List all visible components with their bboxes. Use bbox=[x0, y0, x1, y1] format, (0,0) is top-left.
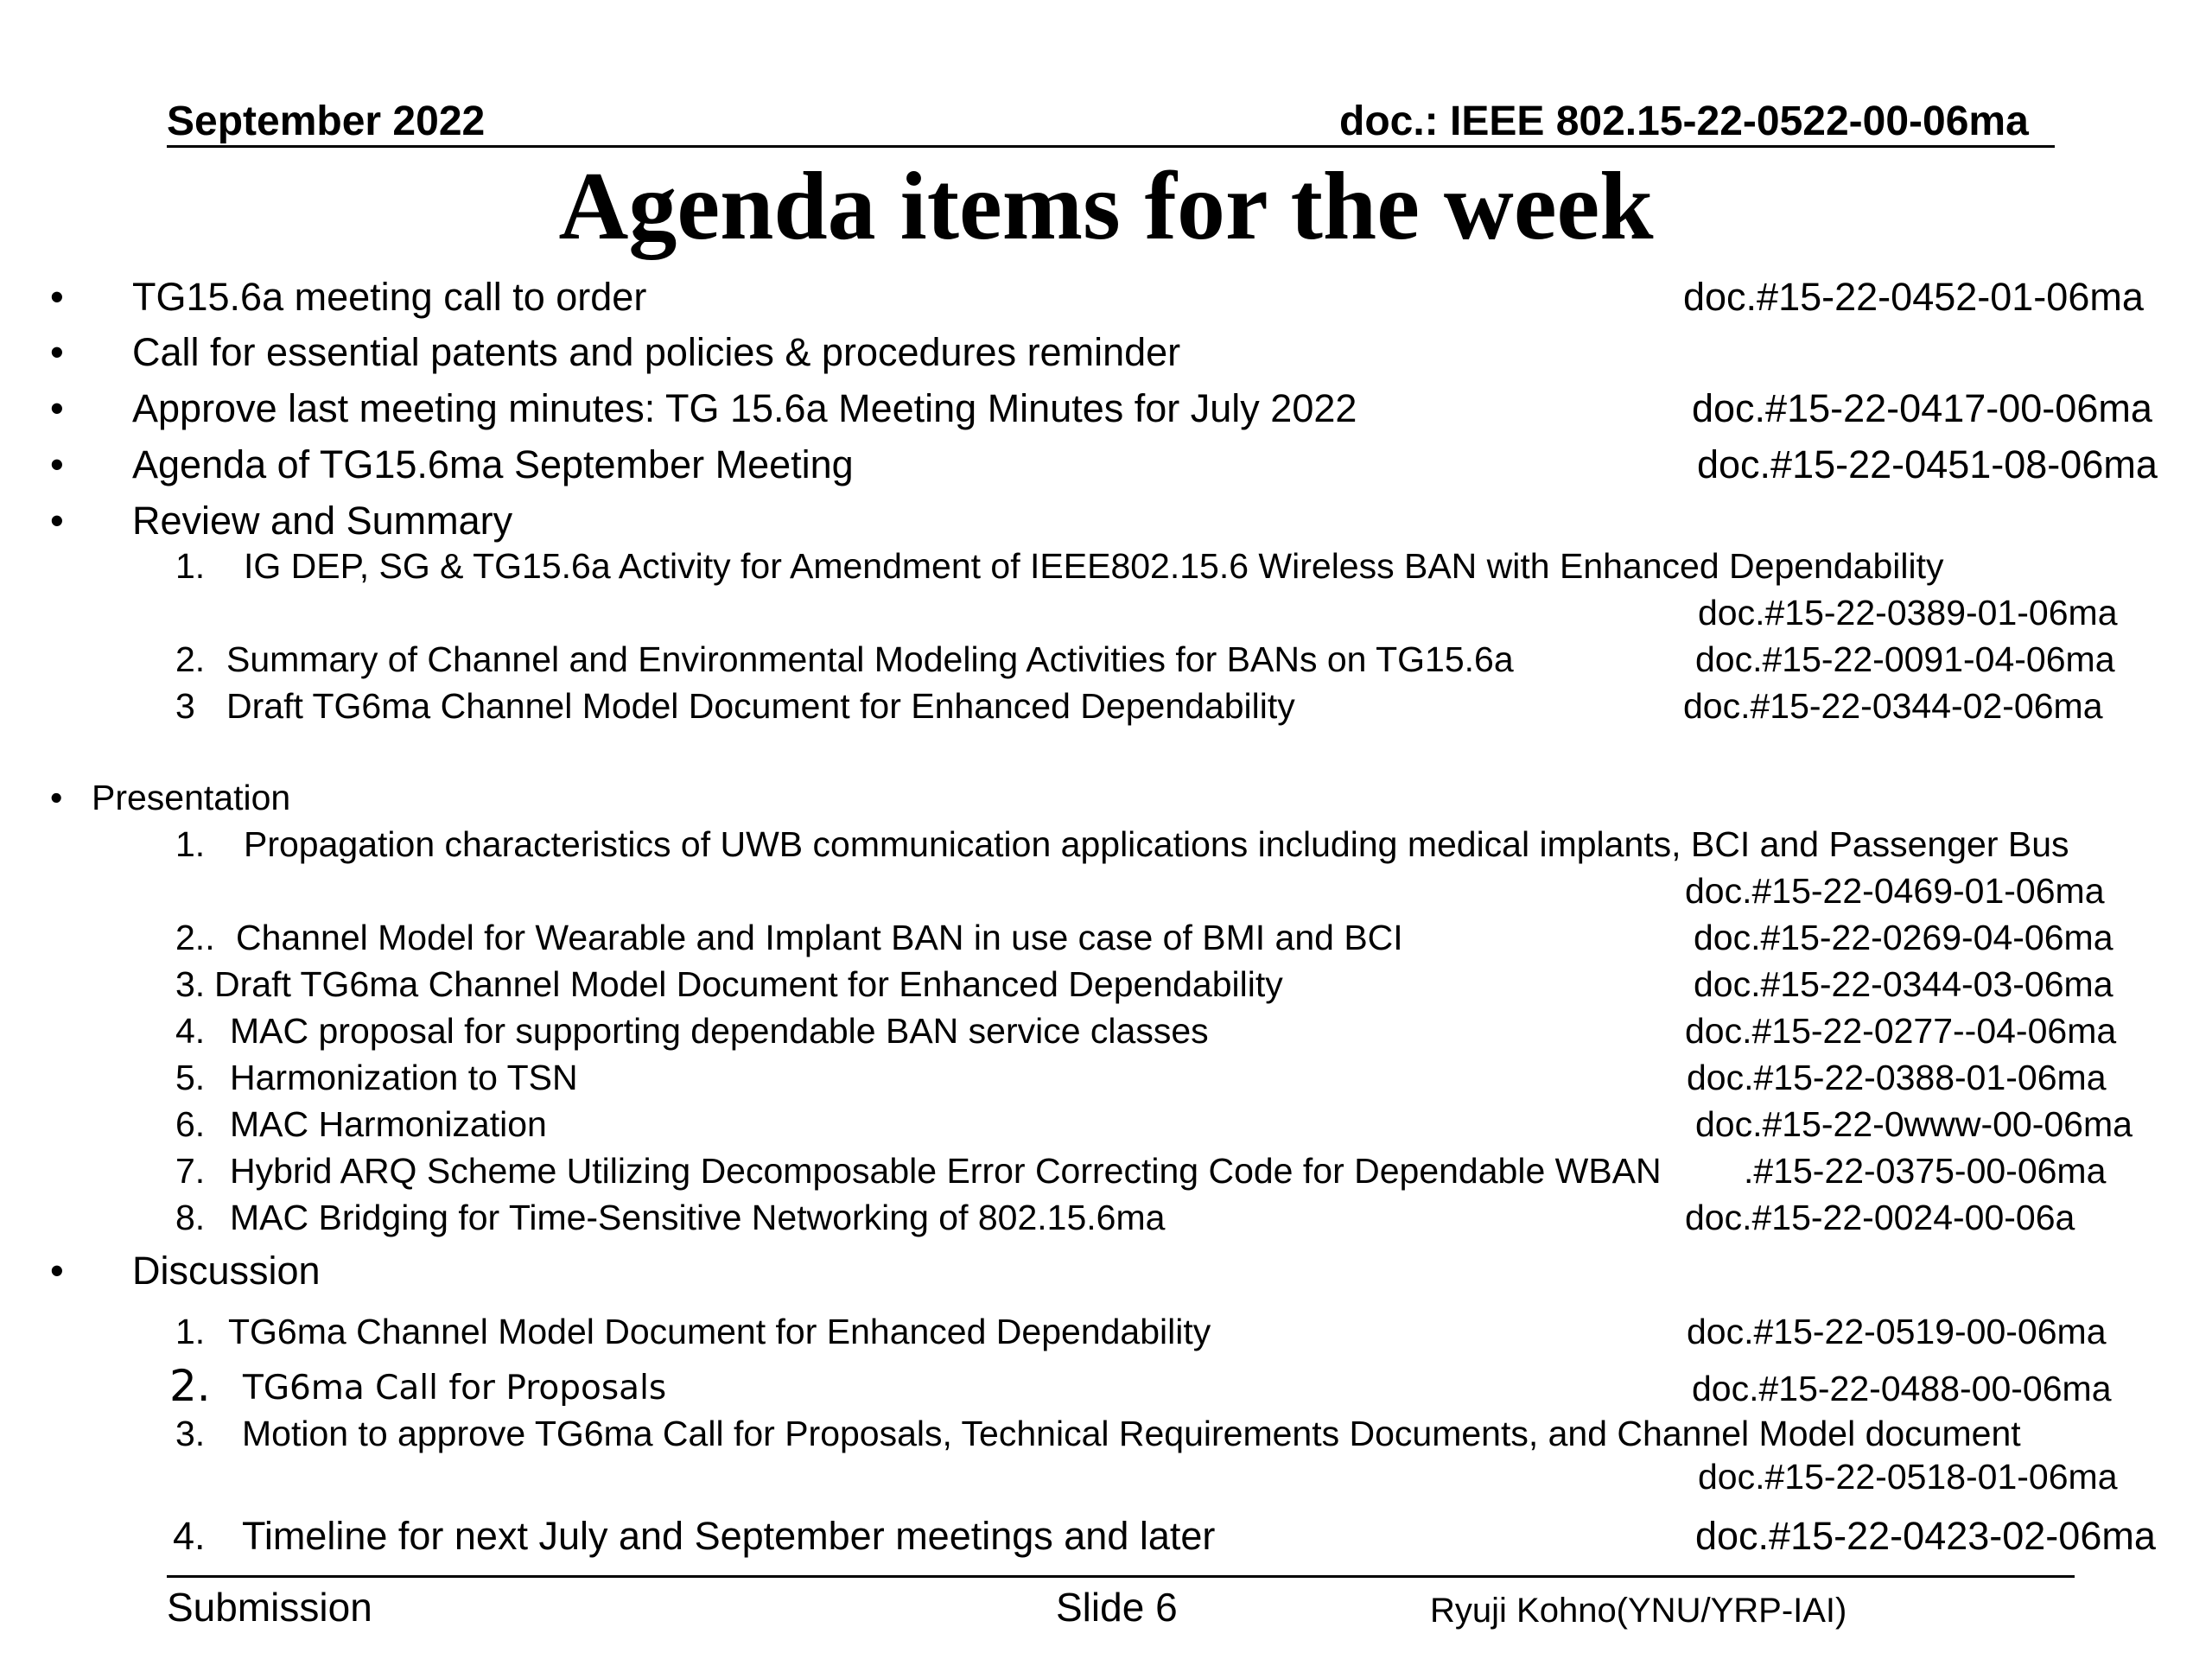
sub-item-number: 6. bbox=[175, 1104, 206, 1144]
sub-item-number: 1. bbox=[175, 546, 206, 586]
agenda-item-call-to-order: TG15.6a meeting call to order bbox=[132, 275, 647, 319]
slide-title: Agenda items for the week bbox=[558, 153, 1654, 260]
sub-item-doc: doc.#15-22-0269-04-06ma bbox=[1694, 918, 2113, 957]
sub-item-number: 2. bbox=[175, 639, 206, 679]
sub-item-doc: doc.#15-22-0www-00-06ma bbox=[1695, 1104, 2133, 1144]
sub-item-text: Motion to approve TG6ma Call for Proposals, Technical Requirements Documents, and Channel Model document bbox=[242, 1414, 2021, 1453]
sub-item-doc: doc.#15-22-0389-01-06ma bbox=[1698, 593, 2118, 632]
sub-item-text: MAC Harmonization bbox=[230, 1104, 547, 1144]
sub-item-doc: doc.#15-22-0519-00-06ma bbox=[1687, 1312, 2107, 1351]
agenda-item-doc: doc.#15-22-0451-08-06ma bbox=[1697, 442, 2158, 486]
sub-item-number: 1. bbox=[175, 1312, 206, 1351]
sub-item-doc: doc.#15-22-0091-04-06ma bbox=[1695, 639, 2115, 679]
sub-item-text: TG6ma Channel Model Document for Enhanced Dependability bbox=[228, 1312, 1211, 1351]
sub-item-doc: doc.#15-22-0024-00-06a bbox=[1685, 1198, 2075, 1237]
sub-item-text: MAC Bridging for Time-Sensitive Networking of 802.15.6ma bbox=[230, 1198, 1166, 1237]
agenda-item-minutes: Approve last meeting minutes: TG 15.6a Meeting Minutes for July 2022 bbox=[132, 386, 1357, 430]
sub-item-doc: doc.#15-22-0469-01-06ma bbox=[1685, 871, 2105, 911]
footer-submission: Submission bbox=[167, 1585, 372, 1630]
agenda-item-agenda: Agenda of TG15.6ma September Meeting bbox=[132, 442, 854, 486]
section-presentation-heading: Presentation bbox=[92, 778, 291, 817]
sub-item-number: 8. bbox=[175, 1198, 206, 1237]
sub-item-number: 2. bbox=[169, 1361, 211, 1411]
sub-item-doc: doc.#15-22-0423-02-06ma bbox=[1695, 1514, 2156, 1558]
bullet: • bbox=[50, 442, 64, 486]
sub-item-number: 2.. bbox=[175, 918, 215, 957]
bullet: • bbox=[50, 330, 64, 374]
sub-item-doc: doc.#15-22-0344-03-06ma bbox=[1694, 964, 2113, 1004]
sub-item-text: Hybrid ARQ Scheme Utilizing Decomposable Error Correcting Code for Dependable WBAN bbox=[230, 1151, 1662, 1191]
sub-item-number: 3. bbox=[175, 1414, 206, 1453]
sub-item-doc: .#15-22-0375-00-06ma bbox=[1744, 1151, 2107, 1191]
sub-item-text: Timeline for next July and September meetings and later bbox=[242, 1514, 1216, 1558]
sub-item-number: 3 bbox=[175, 686, 195, 726]
footer-author: Ryuji Kohno(YNU/YRP-IAI) bbox=[1430, 1592, 1847, 1630]
sub-item-doc: doc.#15-22-0277--04-06ma bbox=[1685, 1011, 2117, 1051]
sub-item-doc: doc.#15-22-0388-01-06ma bbox=[1687, 1058, 2107, 1097]
agenda-item-doc: doc.#15-22-0452-01-06ma bbox=[1683, 275, 2144, 319]
sub-item-doc: doc.#15-22-0344-02-06ma bbox=[1683, 686, 2103, 726]
sub-item-number: 7. bbox=[175, 1151, 206, 1191]
sub-item-text: TG6ma Call for Proposals bbox=[243, 1369, 667, 1408]
sub-item-number: 3. bbox=[175, 964, 206, 1004]
footer-slide-number: Slide 6 bbox=[1056, 1585, 1178, 1630]
agenda-item-patents: Call for essential patents and policies & procedures reminder bbox=[132, 330, 1181, 374]
header-rule bbox=[167, 145, 2055, 148]
sub-item-text: Summary of Channel and Environmental Modeling Activities for BANs on TG15.6a bbox=[226, 639, 1514, 679]
sub-item-doc: doc.#15-22-0488-00-06ma bbox=[1692, 1369, 2112, 1408]
sub-item-text: IG DEP, SG & TG15.6a Activity for Amendment of IEEE802.15.6 Wireless BAN with Enhanced Dependability bbox=[244, 546, 1944, 586]
sub-item-number: 5. bbox=[175, 1058, 206, 1097]
section-discussion-heading: Discussion bbox=[132, 1249, 321, 1293]
sub-item-number: 4. bbox=[175, 1011, 206, 1051]
bullet: • bbox=[50, 499, 64, 543]
sub-item-text: Harmonization to TSN bbox=[230, 1058, 578, 1097]
header-doc-number: doc.: IEEE 802.15-22-0522-00-06ma bbox=[1339, 99, 2029, 144]
sub-item-text: Draft TG6ma Channel Model Document for Enhanced Dependability bbox=[226, 686, 1295, 726]
sub-item-number: 4. bbox=[173, 1514, 206, 1558]
sub-item-doc: doc.#15-22-0518-01-06ma bbox=[1698, 1457, 2118, 1497]
header-date: September 2022 bbox=[167, 99, 486, 144]
sub-item-text: Channel Model for Wearable and Implant BAN in use case of BMI and BCI bbox=[236, 918, 1403, 957]
section-review-heading: Review and Summary bbox=[132, 499, 513, 543]
bullet: • bbox=[50, 275, 64, 319]
sub-item-text: Draft TG6ma Channel Model Document for Enhanced Dependability bbox=[214, 964, 1283, 1004]
sub-item-number: 1. bbox=[175, 824, 206, 864]
bullet: • bbox=[50, 386, 64, 430]
sub-item-text: MAC proposal for supporting dependable BAN service classes bbox=[230, 1011, 1209, 1051]
sub-item-text: Propagation characteristics of UWB communication applications including medical implants, BCI and Passenger Bus bbox=[244, 824, 2069, 864]
footer-rule bbox=[167, 1575, 2075, 1578]
bullet: • bbox=[50, 1249, 64, 1293]
agenda-item-doc: doc.#15-22-0417-00-06ma bbox=[1692, 386, 2152, 430]
bullet: • bbox=[50, 778, 63, 817]
